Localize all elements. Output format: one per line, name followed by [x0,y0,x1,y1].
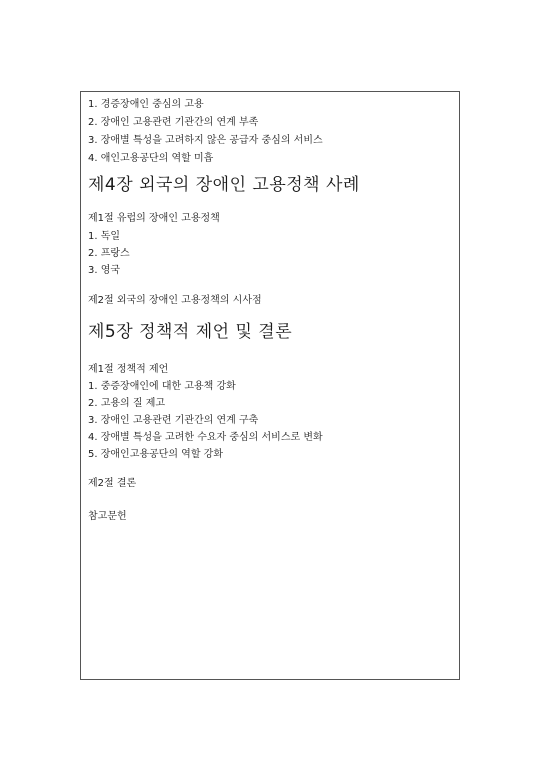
references-heading: 참고문헌 [88,511,127,522]
ch3-item-3: 3. 장애별 특성을 고려하지 않은 공급자 중심의 서비스 [88,135,323,146]
ch4-section-1-item-3: 3. 영국 [88,265,121,276]
ch5-section-1-item-4: 4. 장애별 특성을 고려한 수요자 중심의 서비스로 변화 [88,432,323,443]
ch5-section-2-title: 제2절 결론 [88,478,137,489]
ch4-section-2-title: 제2절 외국의 장애인 고용정책의 시사점 [88,295,262,306]
ch5-section-1-item-2: 2. 고용의 질 제고 [88,398,166,409]
ch5-section-1-title: 제1절 정책적 제언 [88,364,169,375]
ch4-section-1-item-2: 2. 프랑스 [88,248,130,259]
ch4-section-1-title: 제1절 유럽의 장애인 고용정책 [88,213,220,224]
ch5-section-1-item-1: 1. 중증장애인에 대한 고용책 강화 [88,381,236,392]
chapter-5-title: 제5장 정책적 제언 및 결론 [88,322,293,342]
ch5-section-1-item-5: 5. 장애인고용공단의 역할 강화 [88,449,223,460]
ch4-section-1-item-1: 1. 독일 [88,231,121,242]
ch3-item-4: 4. 애인고용공단의 역할 미흡 [88,153,214,164]
ch5-section-1-item-3: 3. 장애인 고용관련 기관간의 연계 구축 [88,415,259,426]
document-page [80,91,460,680]
ch3-item-2: 2. 장애인 고용관련 기관간의 연계 부족 [88,117,259,128]
ch3-item-1: 1. 경증장애인 중심의 고용 [88,99,204,110]
chapter-4-title: 제4장 외국의 장애인 고용정책 사례 [88,175,360,195]
